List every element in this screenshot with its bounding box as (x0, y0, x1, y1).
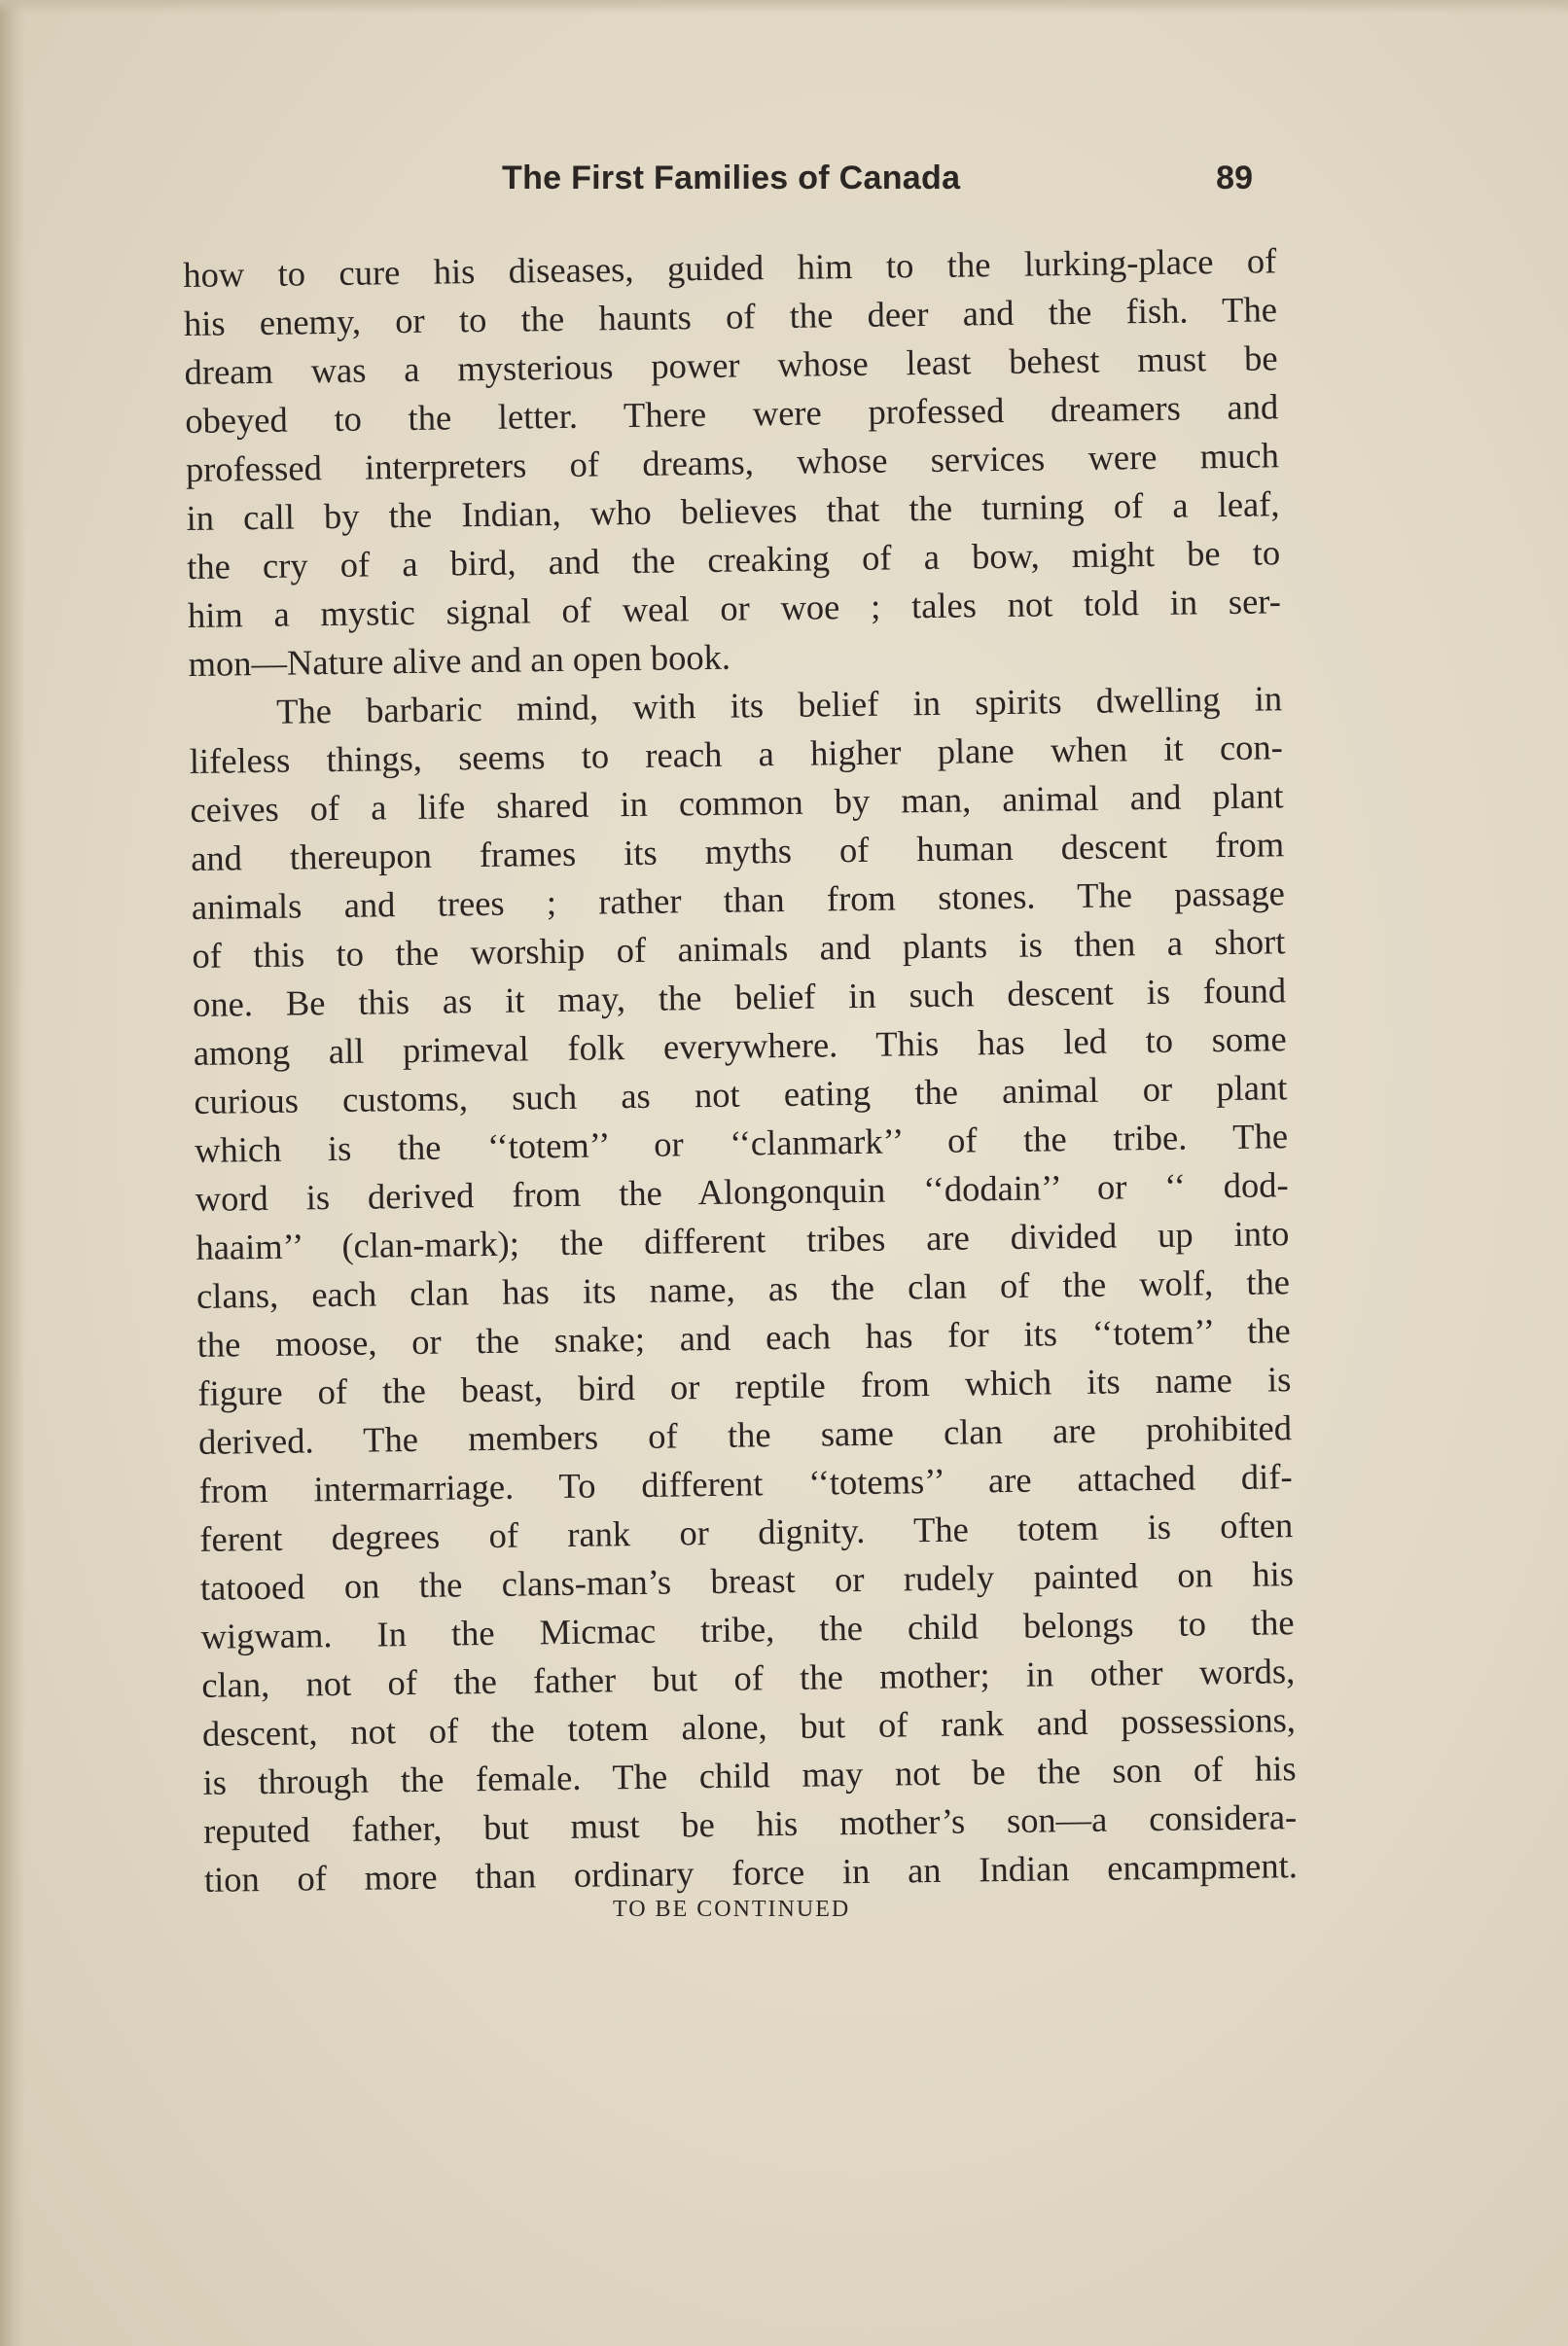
text-line: The barbaric mind, with its belief in spirits dwelling in (275, 678, 1283, 731)
text-line: animals and trees ; rather than from stones. The passage (191, 872, 1286, 927)
text-line: one. Be this as it may, the belief in such descent is found (192, 970, 1287, 1024)
text-line: of this to the worship of animals and plants is then a short (192, 921, 1286, 976)
text-line: dream was a mysterious power whose least behest must be (184, 338, 1278, 392)
text-line: professed interpreters of dreams, whose services were much (185, 435, 1280, 489)
text-line: word is derived from the Alongonquin ‘‘dodain’’ or ‘‘ dod- (195, 1164, 1289, 1219)
paragraph-1 (183, 236, 1282, 689)
text-line: descent, not of the totem alone, but of rank and possessions, (201, 1699, 1297, 1754)
page-left-edge (0, 0, 25, 2346)
text-line: clans, each clan has its name, as the clan of the wolf, the (196, 1262, 1291, 1316)
running-head (195, 156, 1274, 204)
paragraph-2 (189, 674, 1298, 1904)
text-line: tatooed on the clans-man’s breast or rudely painted on his (199, 1553, 1295, 1608)
text-line: from intermarriage. To different ‘‘totems’’ are attached dif- (198, 1456, 1293, 1511)
text-line: which is the ‘‘totem’’ or ‘‘clanmark’’ of the tribe. The (194, 1116, 1289, 1170)
text-line: ceives of a life shared in common by man, animal and plant (190, 775, 1284, 830)
text-line: derived. The members of the same clan are prohibited (197, 1407, 1293, 1462)
text-line: ferent degrees of rank or dignity. The totem is often (199, 1505, 1294, 1559)
text-line: figure of the beast, bird or reptile from which its name is (197, 1359, 1292, 1413)
text-line: wigwam. In the Micmac tribe, the child belongs to the (200, 1602, 1295, 1656)
text-line: among all primeval folk everywhere. This has led to some (193, 1018, 1287, 1073)
page-top-edge (0, 0, 1568, 14)
page-number: 89 (1216, 160, 1253, 196)
text-line: is through the female. The child may not be the son of his (202, 1748, 1297, 1802)
text-line: the moose, or the snake; and each has for its ‘‘totem’’ the (196, 1310, 1291, 1365)
continued-note: TO BE CONTINUED (613, 1897, 851, 1922)
text-line: lifeless things, seems to reach a higher plane when it con- (189, 727, 1284, 781)
text-line: him a mystic signal of weal or woe ; tales not told in ser- (187, 581, 1282, 635)
text-line: haaim’’ (clan-mark); the different tribes are divided up into (196, 1213, 1290, 1267)
text-line: how to cure his diseases, guided him to the lurking-place of (183, 240, 1277, 295)
text-line: mon—Nature alive and an open book. (188, 636, 731, 684)
text-line: curious customs, such as not eating the animal or plant (194, 1067, 1288, 1121)
text-line: his enemy, or to the haunts of the deer and the fish. The (183, 289, 1278, 343)
running-title: The First Families of Canada (502, 160, 961, 196)
text-line: tion of more than ordinary force in an Indian encampment. (203, 1845, 1299, 1900)
text-line: clan, not of the father but of the mother; in other words, (201, 1651, 1296, 1705)
body-text (183, 236, 1298, 1904)
text-line: the cry of a bird, and the creaking of a bow, might be to (186, 532, 1281, 586)
text-line: reputed father, but must be his mother’s son—a considera- (202, 1796, 1298, 1851)
text-line: in call by the Indian, who believes that the turning of a leaf, (186, 483, 1280, 538)
text-line: and thereupon frames its myths of human descent from (190, 824, 1285, 878)
text-line: obeyed to the letter. There were professed dreamers and (185, 386, 1279, 441)
